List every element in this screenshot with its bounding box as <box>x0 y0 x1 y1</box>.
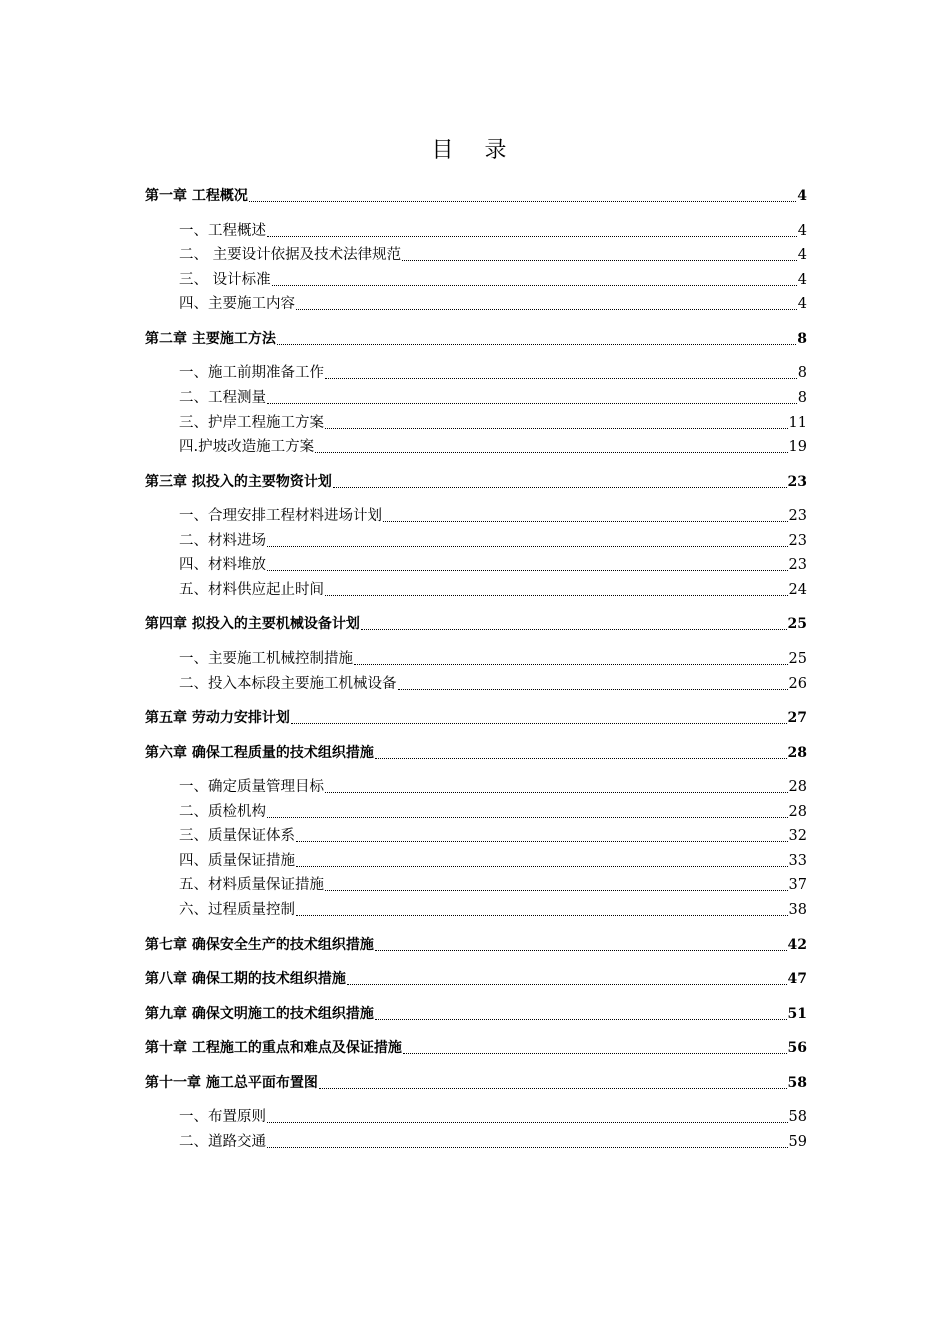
toc-page-number: 51 <box>787 1005 807 1022</box>
toc-dot-leader <box>361 629 787 630</box>
toc-page-number: 4 <box>797 296 807 313</box>
toc-entry-label: 五、材料供应起止时间 <box>179 581 324 598</box>
toc-dot-leader <box>267 236 797 237</box>
toc-section-entry[interactable] <box>145 800 807 822</box>
toc-section-entry[interactable] <box>145 647 807 669</box>
toc-page-number: 27 <box>787 710 807 726</box>
toc-entry-label: 第三章 拟投入的主要物资计划 <box>145 473 332 490</box>
toc-section-entry[interactable] <box>145 824 807 846</box>
toc-section-entry[interactable] <box>145 529 807 551</box>
toc-section-entry[interactable] <box>145 268 807 290</box>
toc-page-number: 23 <box>787 473 807 490</box>
toc-page-number: 42 <box>787 936 807 953</box>
toc-chapter-entry[interactable] <box>145 933 807 955</box>
toc-title: 目 录 <box>431 138 519 163</box>
toc-page-number: 58 <box>787 1074 807 1091</box>
toc-page-number: 11 <box>788 414 807 431</box>
toc-page-number: 4 <box>797 222 807 239</box>
toc-page-number: 28 <box>788 803 807 820</box>
toc-dot-leader <box>325 890 788 891</box>
toc-page-number: 23 <box>788 508 807 525</box>
toc-page-number: 47 <box>787 971 807 987</box>
toc-entry-label: 三、质量保证体系 <box>179 828 295 845</box>
toc-entry-label: 二、材料进场 <box>179 532 266 549</box>
toc-dot-leader <box>325 595 788 596</box>
toc-entry-label: 一、合理安排工程材料进场计划 <box>179 508 382 525</box>
toc-entry-label: 第五章 劳动力安排计划 <box>145 710 290 726</box>
toc-chapter-entry[interactable] <box>145 184 807 206</box>
toc-dot-leader <box>383 521 788 522</box>
toc-section-entry[interactable] <box>145 1130 807 1152</box>
toc-page-number: 8 <box>797 330 807 347</box>
toc-dot-leader <box>325 378 797 379</box>
toc-page-number: 4 <box>797 271 807 288</box>
toc-entry-label: 二、质检机构 <box>179 803 266 820</box>
toc-section-entry[interactable] <box>145 578 807 600</box>
toc-entry-label: 第十一章 施工总平面布置图 <box>145 1074 318 1091</box>
toc-dot-leader <box>319 1088 787 1089</box>
toc-dot-leader <box>354 664 788 665</box>
toc-entry-label: 第九章 确保文明施工的技术组织措施 <box>145 1005 374 1022</box>
toc-entry-label: 一、工程概述 <box>179 222 266 239</box>
toc-page-number: 25 <box>787 616 807 633</box>
toc-page-number: 33 <box>788 852 807 869</box>
toc-page-number: 56 <box>787 1040 807 1056</box>
toc-entry-label: 第二章 主要施工方法 <box>145 330 276 347</box>
toc-chapter-entry[interactable] <box>145 741 807 763</box>
toc-dot-leader <box>315 452 787 453</box>
toc-entry-label: 五、材料质量保证措施 <box>179 877 324 894</box>
toc-entry-label: 四、质量保证措施 <box>179 852 295 869</box>
toc-dot-leader <box>296 309 797 310</box>
toc-entry-label: 第七章 确保安全生产的技术组织措施 <box>145 936 374 953</box>
toc-page-number: 4 <box>797 247 807 264</box>
toc-dot-leader <box>325 428 788 429</box>
toc-entry-label: 六、过程质量控制 <box>179 902 295 918</box>
toc-section-entry[interactable] <box>145 386 807 408</box>
toc-page-number: 38 <box>788 902 807 918</box>
toc-dot-leader <box>277 344 796 345</box>
toc-entry-label: 二、 主要设计依据及技术法律规范 <box>179 247 402 264</box>
toc-section-entry[interactable] <box>145 411 807 433</box>
toc-entry-label: 二、投入本标段主要施工机械设备 <box>179 675 397 692</box>
toc-chapter-entry[interactable] <box>145 1036 807 1058</box>
toc-page-number: 26 <box>788 675 807 692</box>
toc-entry-label: 一、确定质量管理目标 <box>179 779 324 795</box>
toc-page-number: 23 <box>788 557 807 574</box>
toc-page-number: 59 <box>788 1133 807 1150</box>
toc-entry-label: 三、 设计标准 <box>179 271 271 288</box>
toc-dot-leader <box>333 487 787 488</box>
toc-dot-leader <box>375 1019 787 1020</box>
toc-dot-leader <box>272 285 797 286</box>
toc-chapter-entry[interactable] <box>145 967 807 989</box>
toc-entry-label: 二、道路交通 <box>179 1133 266 1150</box>
toc-page-number: 8 <box>797 365 807 382</box>
toc-page-number: 8 <box>797 389 807 406</box>
toc-entry-label: 四、主要施工内容 <box>179 296 295 313</box>
toc-section-entry[interactable] <box>145 873 807 895</box>
toc-entry-label: 三、护岸工程施工方案 <box>179 414 324 431</box>
toc-page-number: 32 <box>788 828 807 845</box>
toc-dot-leader <box>398 689 788 690</box>
toc-dot-leader <box>291 723 787 724</box>
toc-entry-label: 一、布置原则 <box>179 1109 266 1125</box>
toc-section-entry[interactable] <box>145 504 807 526</box>
toc-dot-leader <box>296 841 788 842</box>
toc-chapter-entry[interactable] <box>145 327 807 349</box>
toc-section-entry[interactable] <box>145 849 807 871</box>
toc-entry-label: 四、材料堆放 <box>179 557 266 574</box>
toc-dot-leader <box>403 1053 787 1054</box>
toc-section-entry[interactable] <box>145 292 807 314</box>
toc-dot-leader <box>402 260 797 261</box>
toc-dot-leader <box>267 570 788 571</box>
toc-entry-label: 第一章 工程概况 <box>145 188 248 204</box>
toc-dot-leader <box>267 1147 788 1148</box>
toc-entry-label: 一、主要施工机械控制措施 <box>179 650 353 667</box>
toc-page-number: 19 <box>788 439 807 456</box>
toc-dot-leader <box>375 758 787 759</box>
toc-page-number: 23 <box>788 532 807 549</box>
toc-dot-leader <box>375 950 787 951</box>
toc-entry-label: 第十章 工程施工的重点和难点及保证措施 <box>145 1040 402 1056</box>
toc-entry-label: 四.护坡改造施工方案 <box>179 439 315 456</box>
toc-chapter-entry[interactable] <box>145 470 807 492</box>
toc-page-number: 25 <box>788 650 807 667</box>
toc-dot-leader <box>267 403 797 404</box>
toc-chapter-entry[interactable] <box>145 1071 807 1093</box>
toc-section-entry[interactable] <box>145 219 807 241</box>
toc-dot-leader <box>296 866 788 867</box>
toc-dot-leader <box>347 984 787 985</box>
toc-chapter-entry[interactable] <box>145 612 807 634</box>
toc-page-number: 28 <box>787 744 807 761</box>
toc-page-number: 28 <box>788 779 807 795</box>
toc-section-entry[interactable] <box>145 1105 807 1127</box>
toc-section-entry[interactable] <box>145 435 807 457</box>
toc-dot-leader <box>296 915 788 916</box>
toc-section-entry[interactable] <box>145 898 807 920</box>
toc-section-entry[interactable] <box>145 361 807 383</box>
toc-entry-label: 一、施工前期准备工作 <box>179 365 324 382</box>
toc-entry-label: 第八章 确保工期的技术组织措施 <box>145 971 346 987</box>
toc-entry-label: 第六章 确保工程质量的技术组织措施 <box>145 744 374 761</box>
toc-chapter-entry[interactable] <box>145 1002 807 1024</box>
toc-chapter-entry[interactable] <box>145 706 807 728</box>
toc-section-entry[interactable] <box>145 672 807 694</box>
toc-section-entry[interactable] <box>145 775 807 797</box>
toc-entry-label: 第四章 拟投入的主要机械设备计划 <box>145 616 360 633</box>
toc-dot-leader <box>325 792 788 793</box>
toc-entry-label: 二、工程测量 <box>179 389 266 406</box>
toc-page-number: 24 <box>788 581 807 598</box>
toc-page-number: 4 <box>797 188 807 204</box>
toc-section-entry[interactable] <box>145 553 807 575</box>
toc-dot-leader <box>249 201 796 202</box>
toc-dot-leader <box>267 817 788 818</box>
toc-dot-leader <box>267 546 788 547</box>
toc-page-number: 37 <box>788 877 807 894</box>
toc-dot-leader <box>267 1122 788 1123</box>
toc-section-entry[interactable] <box>145 243 807 265</box>
toc-page-number: 58 <box>788 1109 807 1125</box>
